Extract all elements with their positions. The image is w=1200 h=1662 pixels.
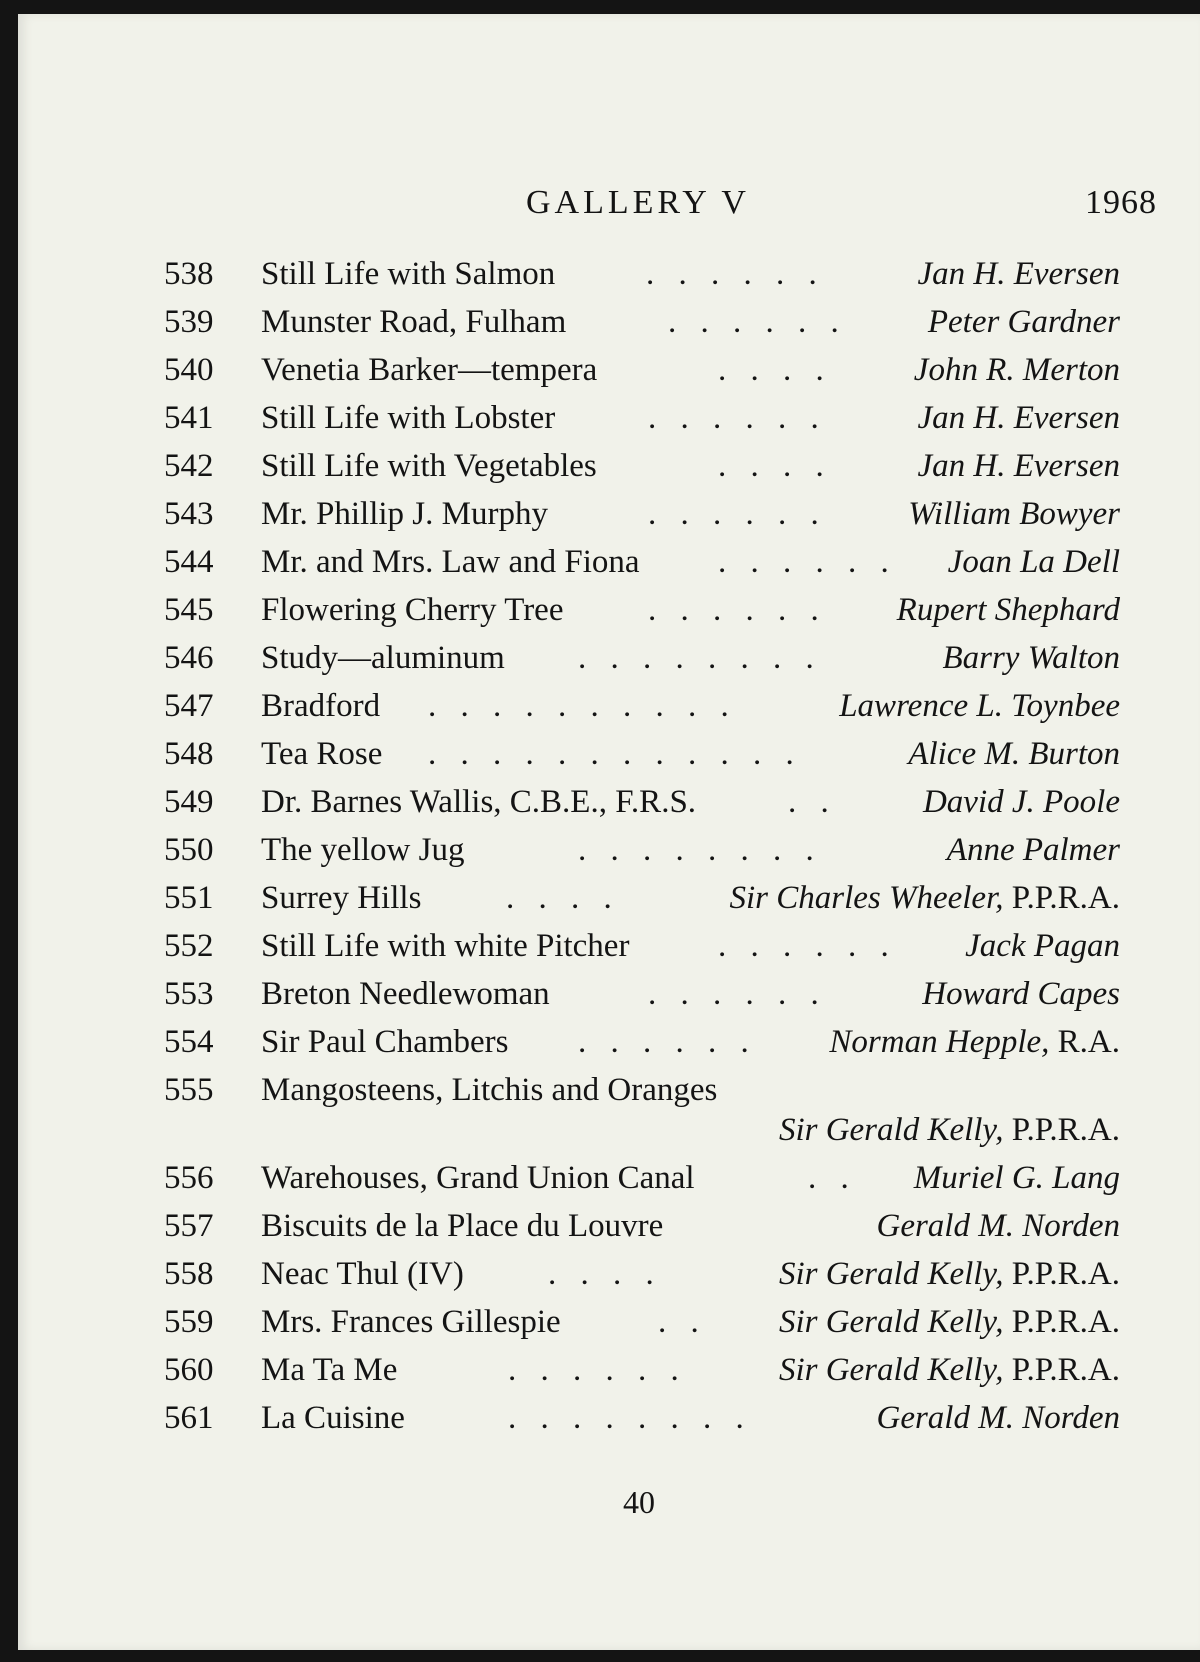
entry-number: 539 (164, 304, 214, 340)
entry-number: 557 (164, 1208, 214, 1244)
entry-number: 548 (164, 736, 214, 772)
entry-artist (914, 346, 1120, 394)
dot-leader: . . . . . . (648, 976, 827, 1012)
entry-title: Biscuits de la Place du Louvre (261, 1208, 664, 1244)
entry-number: 544 (164, 544, 214, 580)
entry-number: 538 (164, 256, 214, 292)
artist-name: David J. Poole (922, 784, 1120, 820)
list-item (18, 442, 1200, 490)
entry-artist (839, 682, 1120, 730)
dot-leader: . . . . . . . . (578, 640, 822, 676)
entry-title: Flowering Cherry Tree (261, 592, 564, 628)
entry-artist (965, 922, 1120, 970)
entry-artist (779, 1298, 1120, 1346)
artist-name: Howard Capes (922, 976, 1120, 1012)
artist-name: Rupert Shephard (896, 592, 1120, 628)
entry-number: 540 (164, 352, 214, 388)
dot-leader: . . . . . . (718, 928, 897, 964)
entry-title: Still Life with Vegetables (261, 448, 597, 484)
entry-title: Sir Paul Chambers (261, 1024, 509, 1060)
list-item (18, 1346, 1200, 1394)
dot-leader: . . . . . . (578, 1024, 757, 1060)
entry-artist (917, 442, 1120, 490)
year-label: 1968 (1085, 184, 1157, 221)
entry-title: Warehouses, Grand Union Canal (261, 1160, 695, 1196)
list-item (18, 826, 1200, 874)
artist-honours: P.P.R.A. (1011, 1304, 1120, 1340)
entry-number: 559 (164, 1304, 214, 1340)
entry-title: Bradford (261, 688, 381, 724)
entry-artist (779, 1346, 1120, 1394)
entry-number: 542 (164, 448, 214, 484)
entry-artist (829, 1018, 1120, 1066)
list-item (18, 1250, 1200, 1298)
page-header (18, 184, 1200, 224)
artist-name: Gerald M. Norden (876, 1400, 1120, 1436)
entry-number: 553 (164, 976, 214, 1012)
entry-artist (942, 634, 1120, 682)
list-item (18, 730, 1200, 778)
list-item (18, 586, 1200, 634)
entry-number: 558 (164, 1256, 214, 1292)
artist-name: Jan H. Eversen (917, 256, 1120, 292)
artist-name: Jan H. Eversen (917, 400, 1120, 436)
artist-name: John R. Merton (913, 352, 1120, 388)
entry-artist (908, 730, 1120, 778)
list-item (18, 634, 1200, 682)
catalogue-page (18, 14, 1200, 1650)
list-item (18, 1298, 1200, 1346)
artist-name: Sir Gerald Kelly, (778, 1352, 1004, 1388)
artist-honours: P.P.R.A. (1011, 1112, 1120, 1148)
entry-number: 543 (164, 496, 214, 532)
entry-artist (876, 1394, 1120, 1442)
list-item (18, 1066, 1200, 1154)
artist-name: Lawrence L. Toynbee (839, 688, 1120, 724)
entry-title: Breton Needlewoman (261, 976, 550, 1012)
entry-title: Mrs. Frances Gillespie (261, 1304, 561, 1340)
list-item (18, 922, 1200, 970)
dot-leader: . . (808, 1160, 857, 1196)
entry-title: Dr. Barnes Wallis, C.B.E., F.R.S. (261, 784, 697, 820)
entry-number: 560 (164, 1352, 214, 1388)
list-item (18, 970, 1200, 1018)
list-item (18, 874, 1200, 922)
dot-leader: . . . . . . (648, 400, 827, 436)
entry-number: 561 (164, 1400, 214, 1436)
entry-number: 541 (164, 400, 214, 436)
dot-leader: . . . . . . (508, 1352, 687, 1388)
entry-number: 545 (164, 592, 214, 628)
artist-honours: P.P.R.A. (1011, 1352, 1120, 1388)
list-item (18, 778, 1200, 826)
entry-title: Munster Road, Fulham (261, 304, 567, 340)
entry-artist (948, 538, 1120, 586)
dot-leader: . . . . . . (648, 496, 827, 532)
entry-title: Study—aluminum (261, 640, 505, 676)
artist-name: Anne Palmer (946, 832, 1120, 868)
artist-name: Gerald M. Norden (876, 1208, 1120, 1244)
entry-artist (923, 778, 1120, 826)
artist-name: Norman Hepple, (829, 1024, 1050, 1060)
artist-name: Jan H. Eversen (917, 448, 1120, 484)
list-item (18, 490, 1200, 538)
dot-leader: . . . . (718, 448, 832, 484)
artist-honours: P.P.R.A. (1011, 1256, 1120, 1292)
dot-leader: . . . . . . . . . . (428, 688, 737, 724)
artist-name: William Bowyer (908, 496, 1120, 532)
artist-name: Sir Charles Wheeler, (729, 880, 1004, 916)
artist-name: Sir Gerald Kelly, (778, 1256, 1004, 1292)
list-item (18, 1018, 1200, 1066)
entry-artist (729, 874, 1120, 922)
dot-leader: . . . . (506, 880, 620, 916)
artist-name: Muriel G. Lang (913, 1160, 1120, 1196)
dot-leader: . . . . . . (646, 256, 825, 292)
entry-artist (928, 298, 1120, 346)
artist-name: Alice M. Burton (908, 736, 1120, 772)
entry-number: 554 (164, 1024, 214, 1060)
entry-number: 547 (164, 688, 214, 724)
entry-title: Mangosteens, Litchis and Oranges (261, 1072, 718, 1108)
page-number: 40 (623, 1484, 655, 1520)
list-item (18, 538, 1200, 586)
dot-leader: . . (788, 784, 837, 820)
entry-number: 552 (164, 928, 214, 964)
entry-title: La Cuisine (261, 1400, 405, 1436)
artist-name: Barry Walton (942, 640, 1120, 676)
dot-leader: . . . . . . (668, 304, 847, 340)
entry-title: Still Life with Salmon (261, 256, 556, 292)
entry-artist (947, 826, 1120, 874)
entry-title: Tea Rose (261, 736, 383, 772)
dot-leader: . . (658, 1304, 707, 1340)
entry-artist (917, 250, 1120, 298)
list-item (18, 1202, 1200, 1250)
entry-title: Ma Ta Me (261, 1352, 398, 1388)
entry-title: The yellow Jug (261, 832, 465, 868)
artist-name: Sir Gerald Kelly, (778, 1112, 1004, 1148)
entry-title: Mr. Phillip J. Murphy (261, 496, 548, 532)
entry-artist (779, 1106, 1120, 1154)
entry-number: 555 (164, 1072, 214, 1108)
entry-title: Venetia Barker—tempera (261, 352, 598, 388)
entry-title: Neac Thul (IV) (261, 1256, 464, 1292)
list-item (18, 1394, 1200, 1442)
dot-leader: . . . . (548, 1256, 662, 1292)
entry-number: 546 (164, 640, 214, 676)
artist-honours: P.P.R.A. (1011, 880, 1120, 916)
entry-title: Surrey Hills (261, 880, 422, 916)
entry-artist (876, 1202, 1120, 1250)
artist-honours: R.A. (1057, 1024, 1120, 1060)
entry-artist (908, 490, 1120, 538)
entry-artist (914, 1154, 1120, 1202)
artist-name: Jack Pagan (965, 928, 1120, 964)
entry-number: 549 (164, 784, 214, 820)
dot-leader: . . . . . . (718, 544, 897, 580)
artist-name: Sir Gerald Kelly, (778, 1304, 1004, 1340)
dot-leader: . . . . . . . . (578, 832, 822, 868)
entry-artist (922, 970, 1120, 1018)
artist-name: Joan La Dell (947, 544, 1120, 580)
entry-number: 550 (164, 832, 214, 868)
dot-leader: . . . . . . (648, 592, 827, 628)
list-item (18, 250, 1200, 298)
artist-name: Peter Gardner (927, 304, 1120, 340)
list-item (18, 394, 1200, 442)
list-item (18, 298, 1200, 346)
entry-title: Still Life with Lobster (261, 400, 556, 436)
entry-number: 551 (164, 880, 214, 916)
entry-artist (779, 1250, 1120, 1298)
list-item (18, 346, 1200, 394)
dot-leader: . . . . . . . . (508, 1400, 752, 1436)
dot-leader: . . . . (718, 352, 832, 388)
list-item (18, 682, 1200, 730)
gallery-title: GALLERY V (526, 184, 750, 221)
dot-leader: . . . . . . . . . . . . (428, 736, 802, 772)
list-item (18, 1154, 1200, 1202)
entry-number: 556 (164, 1160, 214, 1196)
entries-list (18, 250, 1200, 1442)
entry-title: Mr. and Mrs. Law and Fiona (261, 544, 640, 580)
entry-artist (897, 586, 1120, 634)
entry-artist (917, 394, 1120, 442)
entry-title: Still Life with white Pitcher (261, 928, 630, 964)
